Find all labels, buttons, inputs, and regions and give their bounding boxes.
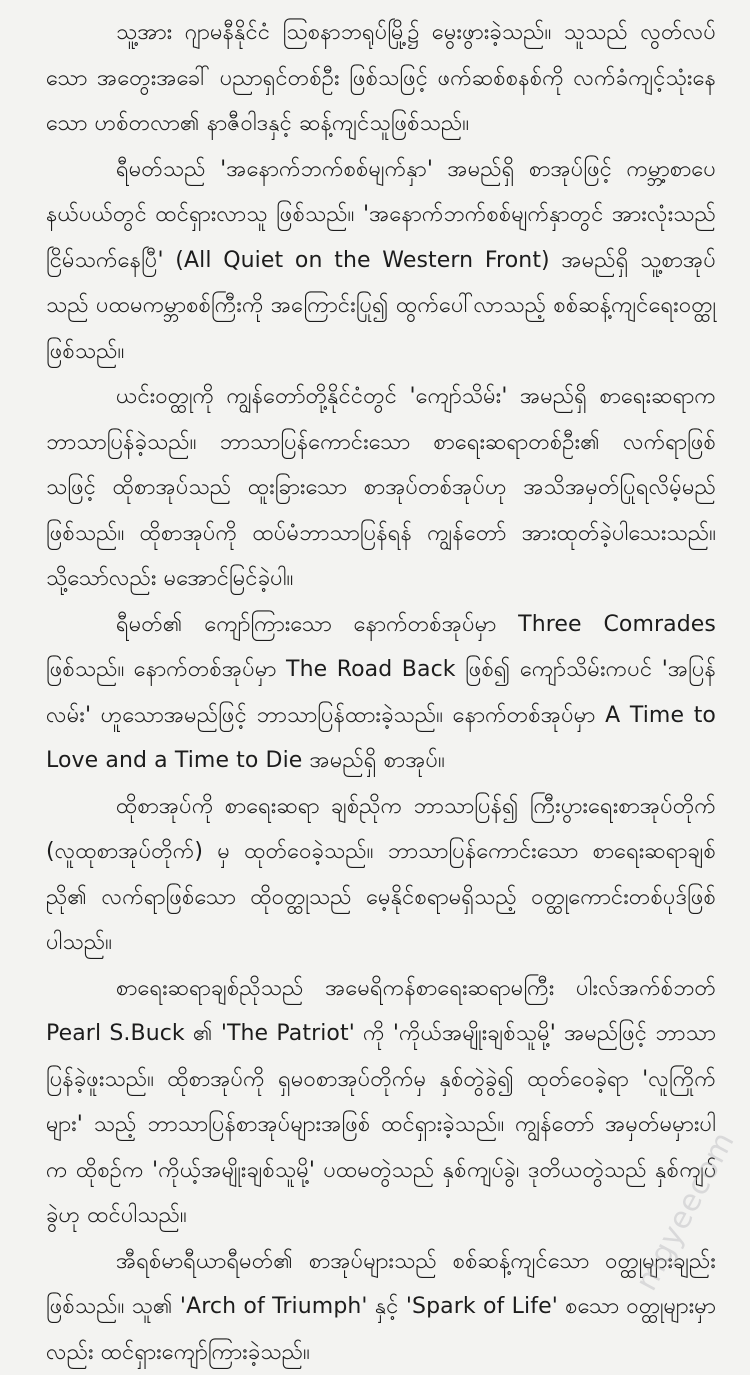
paragraph-anti-war-novels: အီရစ်မာရီယာရီမတ်၏ စာအုပ်များသည် စစ်ဆန့်ကျင်သော ဝတ္ထုများချည်း ဖြစ်သည်။ သူ၏ 'Arch of Triumph' နှင့် 'Spark of Life' စသော ဝတ္ထုများမှာလည်း ထင်ရှားကျော်ကြားခဲ့သည်။ — [46, 1239, 716, 1375]
paragraph-patriot: စာရေးဆရာချစ်ညိုသည် အမေရိကန်စာရေးဆရာမကြီး ပါးလ်အက်စ်ဘတ် Pearl S.Buck ၏ 'The Patriot' ကို 'ကိုယ်အမျိုးချစ်သူမို့' အမည်ဖြင့် ဘာသာပြန်ခဲ့ဖူးသည်။ ထိုစာအုပ်ကို ရှမဝစာအုပ်တိုက်မှ နှစ်တွဲခွဲ၍ ထုတ်ဝေခဲ့ရာ 'လူကြိုက်များ' သည့် ဘာသာပြန်စာအုပ်များအဖြစ် ထင်ရှားခဲ့သည်။ ကျွန်တော် အမှတ်မမှားပါက ထိုစဉ်က 'ကိုယ့်အမျိုးချစ်သူမို့' ပထမတွဲသည် နှစ်ကျပ်ခွဲ၊ ဒုတိယတွဲသည် နှစ်ကျပ်ခွဲဟု ထင်ပါသည်။ — [46, 966, 716, 1239]
paragraph-translation: ယင်းဝတ္ထုကို ကျွန်တော်တို့နိုင်ငံတွင် 'ကျော်သိမ်း' အမည်ရှိ စာရေးဆရာက ဘာသာပြန်ခဲ့သည်။ ဘာသာပြန်ကောင်းသော စာရေးဆရာတစ်ဦး၏ လက်ရာဖြစ်သဖြင့် ထိုစာအုပ်သည် ထူးခြားသော စာအုပ်တစ်အုပ်ဟု အသိအမှတ်ပြုရလိမ့်မည်ဖြစ်သည်။ ထိုစာအုပ်ကို ထပ်မံဘာသာပြန်ရန် ကျွန်တော် အားထုတ်ခဲ့ပါသေးသည်။ သို့သော်လည်း မအောင်မြင်ခဲ့ပါ။ — [46, 374, 716, 602]
watermark: mgyeecom — [629, 1126, 742, 1297]
paragraph-all-quiet: ရီမတ်သည် 'အနောက်ဘက်စစ်မျက်နှာ' အမည်ရှိ စာအုပ်ဖြင့် ကမ္ဘာ့စာပေနယ်ပယ်တွင် ထင်ရှားလာသူ ဖြစ်သည်။ 'အနောက်ဘက်စစ်မျက်နှာတွင် အားလုံးသည် ငြိမ်သက်နေပြီ' (All Quiet on the Western Front) အမည်ရှိ သူ့စာအုပ်သည် ပထမကမ္ဘာစစ်ကြီးကို အကြောင်းပြု၍ ထွက်ပေါ်လာသည့် စစ်ဆန့်ကျင်ရေးဝတ္ထုဖြစ်သည်။ — [46, 147, 716, 375]
paragraph-birthplace: သူ့အား ဂျာမနီနိုင်ငံ ဩစနာဘရုပ်မြို့၌ မွေးဖွားခဲ့သည်။ သူသည် လွတ်လပ်သော အတွေးအခေါ် ပညာရှင်တစ်ဦး ဖြစ်သဖြင့် ဖက်ဆစ်စနစ်ကို လက်ခံကျင့်သုံးနေသော ဟစ်တလာ၏ နာဇီဝါဒနှင့် ဆန့်ကျင်သူဖြစ်သည်။ — [46, 10, 716, 147]
paragraph-other-books: ရီမတ်၏ ကျော်ကြားသော နောက်တစ်အုပ်မှာ Three Comrades ဖြစ်သည်။ နောက်တစ်အုပ်မှာ The Road Back ဖြစ်၍ ကျော်သိမ်းကပင် 'အပြန်လမ်း' ဟူသောအမည်ဖြင့် ဘာသာပြန်ထားခဲ့သည်။ နောက်တစ်အုပ်မှာ A Time to Love and a Time to Die အမည်ရှိ စာအုပ်။ — [46, 602, 716, 784]
paragraph-chit-nyo-translation: ထိုစာအုပ်ကို စာရေးဆရာ ချစ်ညိုက ဘာသာပြန်၍ ကြီးပွားရေးစာအုပ်တိုက် (လူထုစာအုပ်တိုက်) မှ ထုတ်ဝေခဲ့သည်။ ဘာသာပြန်ကောင်းသော စာရေးဆရာချစ်ညို၏ လက်ရာဖြစ်သော ထိုဝတ္ထုသည် မေ့နိုင်စရာမရှိသည့် ဝတ္ထုကောင်းတစ်ပုဒ်ဖြစ်ပါသည်။ — [46, 784, 716, 966]
